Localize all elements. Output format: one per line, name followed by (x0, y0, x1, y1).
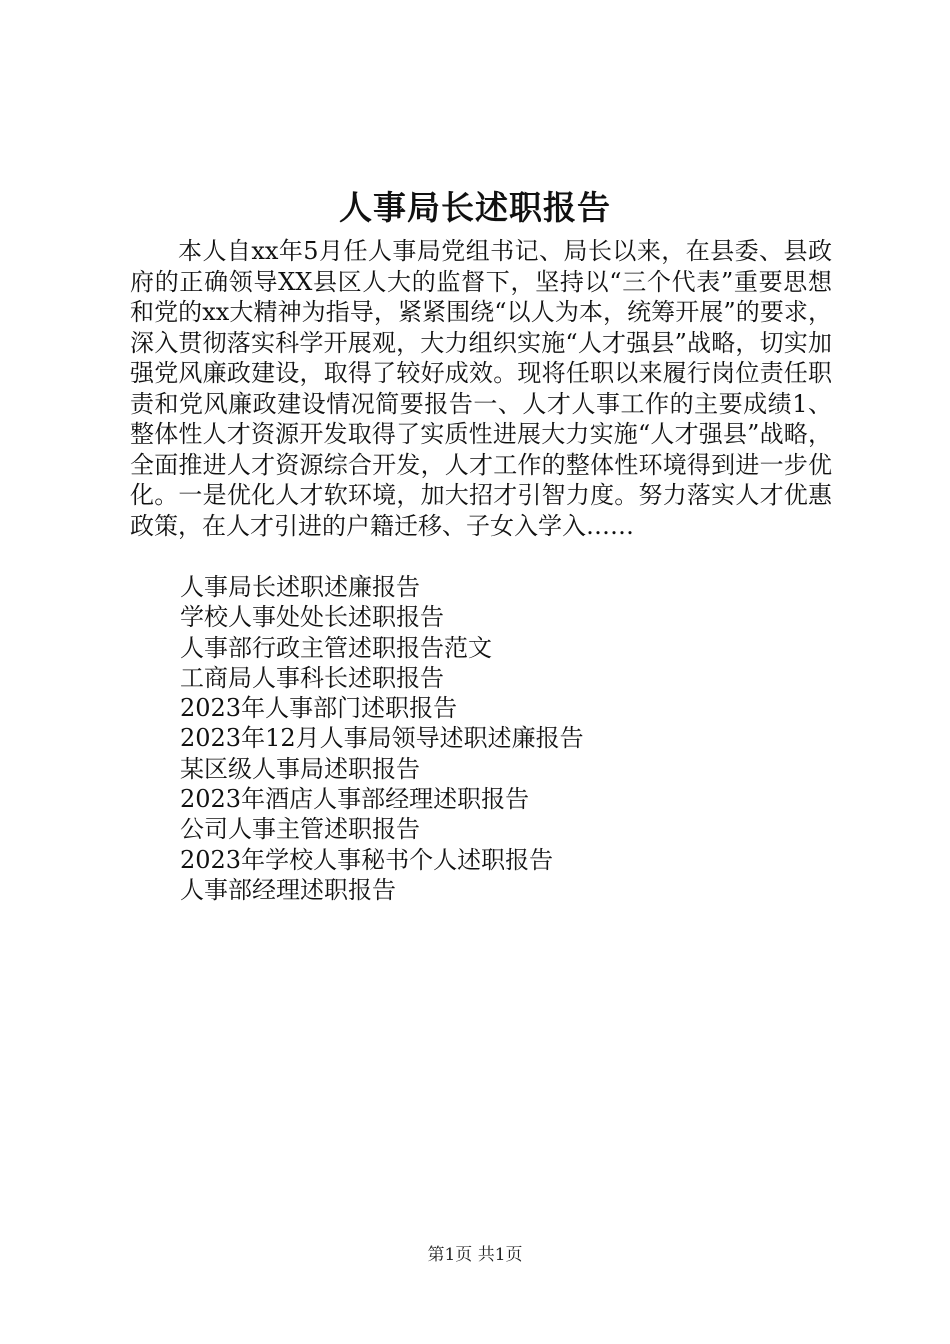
related-article-link[interactable]: 2023年学校人事秘书个人述职报告 (180, 845, 554, 874)
page-number-footer: 第1页 共1页 (427, 1245, 523, 1265)
related-article-link[interactable]: 公司人事主管述职报告 (180, 815, 420, 844)
related-article-link[interactable]: 人事部经理述职报告 (180, 875, 396, 904)
related-articles-list (180, 572, 584, 905)
related-article-link[interactable]: 人事局长述职述廉报告 (180, 573, 420, 601)
related-article-link[interactable]: 2023年12月人事局领导述职述廉报告 (180, 724, 584, 753)
related-article-link[interactable]: 学校人事处处长述职报告 (180, 603, 444, 632)
document-title: 人事局长述职报告 (339, 188, 611, 227)
related-article-link[interactable]: 某区级人事局述职报告 (180, 754, 420, 783)
document-body: 本人自xx年5月任人事局党组书记、局长以来，在县委、县政府的正确领导XX县区人大的监督下，坚持以“三个代表”重要思想和党的xx大精神为指导，紧紧围绕“以人为本，统筹开展”的要求，深入贯彻落实科学开展观，大力组织实施“人才强县”战略，切实加强党风廉政建设，取得了较好成效。现将任职以来履行岗位责任职责和党风廉政建设情况简要报告一、人才人事工作的主要成绩1、整体性人才资源开发取得了实质性进展大力实施“人才强县”战略，全面推进人才资源综合开发，人才工作的整体性环境得到进一步优化。一是优化人才软环境，加大招才引智力度。努力落实人才优惠政策，在人才引进的户籍迁移、子女入学入…… (130, 237, 832, 540)
related-article-link[interactable]: 人事部行政主管述职报告范文 (180, 633, 492, 662)
related-article-link[interactable]: 2023年酒店人事部经理述职报告 (180, 785, 530, 814)
related-article-link[interactable]: 2023年人事部门述职报告 (180, 694, 458, 723)
related-article-link[interactable]: 工商局人事科长述职报告 (180, 663, 444, 692)
